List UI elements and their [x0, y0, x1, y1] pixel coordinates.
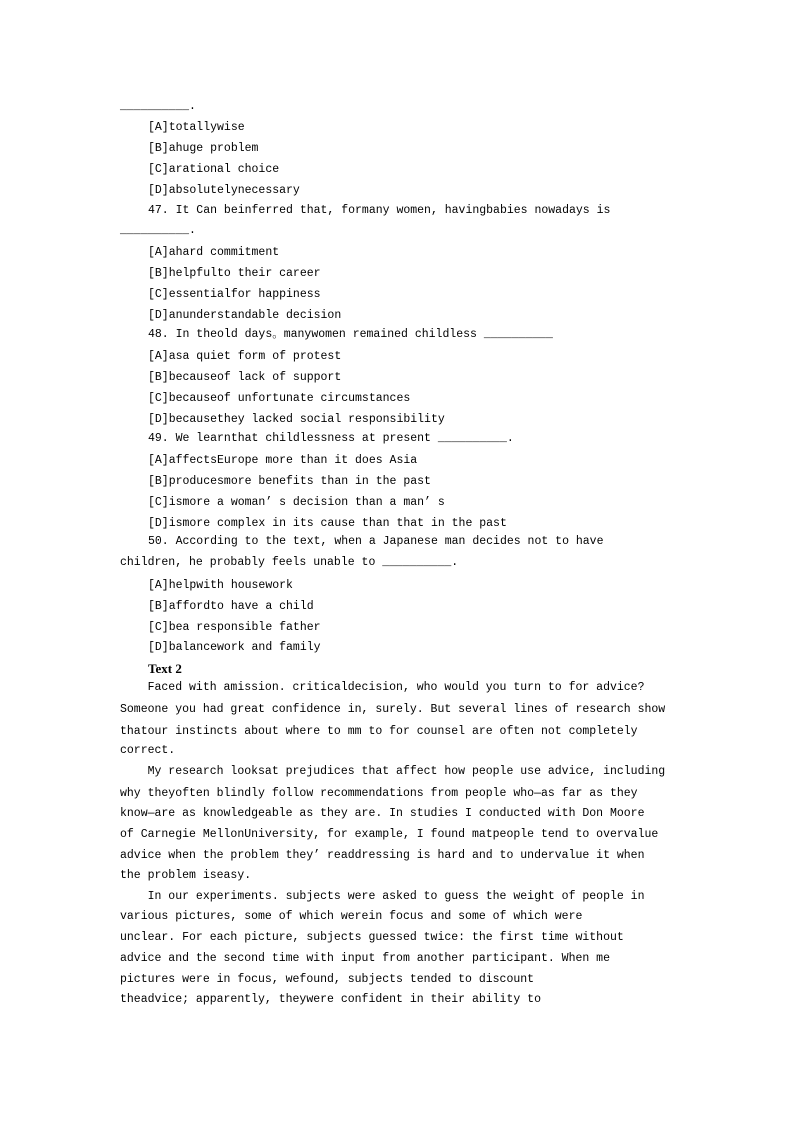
option-b: [B]affordto have a child	[148, 600, 314, 613]
option-b: [B]producesmore benefits than in the past	[148, 475, 431, 488]
option-d: [D]becausethey lacked social responsibility	[148, 413, 445, 426]
option-b: [B]becauseof lack of support	[148, 371, 342, 384]
passage-line: of Carnegie MellonUniversity, for example, I found matpeople tend to overvalue	[120, 828, 659, 841]
passage-line: My research looksat prejudices that affect how people use advice, including	[120, 765, 666, 778]
option-d: [D]ismore complex in its cause than that in the past	[148, 517, 507, 530]
question-stem-tail: __________.	[120, 100, 196, 113]
question-stem: 50. According to the text, when a Japanese man decides not to have	[148, 535, 604, 548]
passage-line: advice when the problem they’ readdressing is hard and to undervalue it when	[120, 849, 645, 862]
question-stem: 49. We learnthat childlessness at present __________.	[148, 432, 514, 445]
option-c: [C]arational choice	[148, 163, 280, 176]
option-d: [D]balancework and family	[148, 641, 321, 654]
passage-line: theadvice; apparently, theywere confident in their ability to	[120, 993, 541, 1006]
question-stem-tail: children, he probably feels unable to __________.	[120, 556, 459, 569]
passage-line: unclear. For each picture, subjects guessed twice: the first time without	[120, 931, 624, 944]
text2-heading: Text 2	[148, 661, 182, 676]
passage-line: Faced with amission. criticaldecision, who would you turn to for advice?	[120, 681, 645, 694]
passage-line: why theyoften blindly follow recommendations from people who—as far as they	[120, 787, 638, 800]
option-a: [A]asa quiet form of protest	[148, 350, 342, 363]
question-stem-tail: __________.	[120, 224, 196, 237]
passage-line: pictures were in focus, wefound, subjects tended to discount	[120, 973, 535, 986]
option-c: [C]becauseof unfortunate circumstances	[148, 392, 411, 405]
option-b: [B]ahuge problem	[148, 142, 259, 155]
option-a: [A]totallywise	[148, 121, 245, 134]
option-a: [A]ahard commitment	[148, 246, 280, 259]
passage-line: correct.	[120, 744, 176, 757]
option-c: [C]bea responsible father	[148, 621, 321, 634]
question-stem: 48. In theold days。manywomen remained childless __________	[148, 328, 553, 341]
option-c: [C]ismore a woman’ s decision than a man’ s	[148, 496, 445, 509]
passage-line: Someone you had great confidence in, surely. But several lines of research show	[120, 703, 666, 716]
option-a: [A]affectsEurope more than it does Asia	[148, 454, 418, 467]
passage-line: various pictures, some of which werein focus and some of which were	[120, 910, 583, 923]
question-stem: 47. It Can beinferred that, formany women, havingbabies nowadays is	[148, 204, 611, 217]
option-d: [D]anunderstandable decision	[148, 309, 342, 322]
passage-line: thatour instincts about where to mm to for counsel are often not completely	[120, 725, 638, 738]
passage-line: the problem iseasy.	[120, 869, 252, 882]
option-d: [D]absolutelynecessary	[148, 184, 300, 197]
passage-line: advice and the second time with input from another participant. When me	[120, 952, 610, 965]
option-b: [B]helpfulto their career	[148, 267, 321, 280]
passage-line: know—are as knowledgeable as they are. In studies I conducted with Don Moore	[120, 807, 645, 820]
passage-line: In our experiments. subjects were asked to guess the weight of people in	[120, 890, 645, 903]
option-a: [A]helpwith housework	[148, 579, 293, 592]
option-c: [C]essentialfor happiness	[148, 288, 321, 301]
